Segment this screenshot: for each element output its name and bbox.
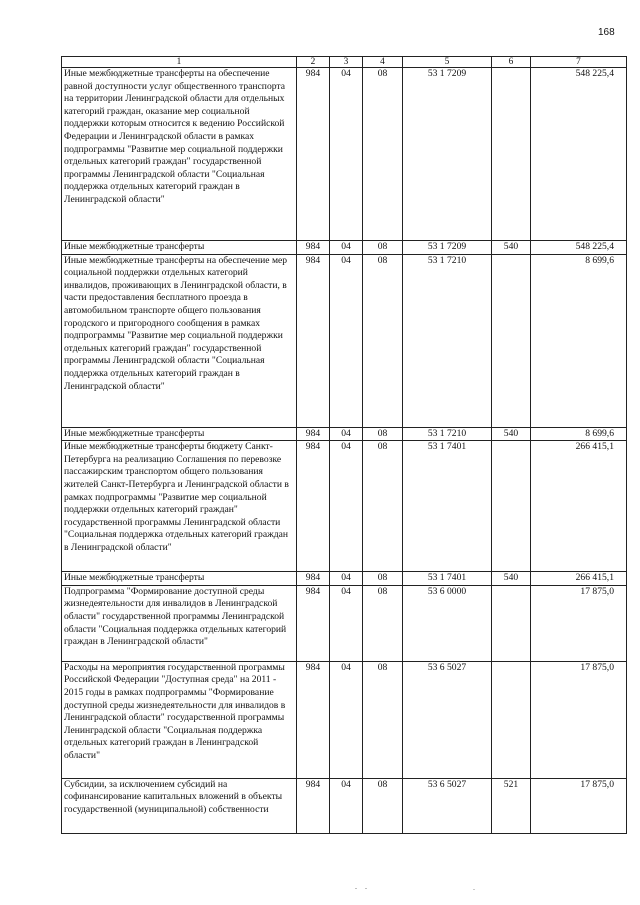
column-header: 1 bbox=[62, 57, 297, 68]
target-article-code: 53 6 5027 bbox=[403, 778, 492, 833]
section-code: 04 bbox=[330, 254, 363, 427]
expense-name: Иные межбюджетные трансферты bbox=[62, 241, 297, 255]
amount: 17 875,0 bbox=[531, 778, 627, 833]
subsection-code: 08 bbox=[363, 441, 403, 572]
subsection-code: 08 bbox=[363, 572, 403, 586]
amount: 17 875,0 bbox=[531, 585, 627, 661]
amount: 548 225,4 bbox=[531, 68, 627, 241]
amount: 266 415,1 bbox=[531, 572, 627, 586]
expense-name: Иные межбюджетные трансферты на обеспечение мер социальной поддержки отдельных категорий инвалидов, проживающих в Ленинградской области, в части предоставления бесплатного проезда в автомобильном транспорте общего пользования городского и пригородного сообщения в рамках подпрограммы "Развитие мер социальной поддержки отдельных категорий граждан" государственной программы Ленинградской области "Социальная поддержка отдельных категорий граждан в Ленинградской области" bbox=[62, 254, 297, 427]
amount: 8 699,6 bbox=[531, 254, 627, 427]
budget-table bbox=[61, 56, 627, 834]
page-number: 168 bbox=[598, 27, 615, 38]
target-article-code: 53 6 0000 bbox=[403, 585, 492, 661]
expense-name: Иные межбюджетные трансферты bbox=[62, 427, 297, 441]
subsection-code: 08 bbox=[363, 254, 403, 427]
column-header: 4 bbox=[363, 57, 403, 68]
expense-type-code bbox=[492, 254, 531, 427]
table-header-row bbox=[62, 57, 627, 68]
target-article-code: 53 1 7401 bbox=[403, 441, 492, 572]
ministry-code: 984 bbox=[297, 441, 330, 572]
expense-type-code: 521 bbox=[492, 778, 531, 833]
table-row bbox=[62, 778, 627, 833]
expense-name: Иные межбюджетные трансферты bbox=[62, 572, 297, 586]
ministry-code: 984 bbox=[297, 254, 330, 427]
section-code: 04 bbox=[330, 585, 363, 661]
subsection-code: 08 bbox=[363, 661, 403, 778]
table-row bbox=[62, 661, 627, 778]
expense-type-code bbox=[492, 585, 531, 661]
target-article-code: 53 1 7209 bbox=[403, 68, 492, 241]
ministry-code: 984 bbox=[297, 661, 330, 778]
expense-name: Расходы на мероприятия государственной программы Российской Федерации "Доступная среда" на 2011 - 2015 годы в рамках подпрограммы "Формирование доступной среды жизнедеятельности для инвалидов в Ленинградской области" государственной программы Ленинградской области "Социальная поддержка отдельных категорий граждан в Ленинградской области" bbox=[62, 661, 297, 778]
expense-name: Субсидии, за исключением субсидий на софинансирование капитальных вложений в объекты государственной (муниципальной) собственности bbox=[62, 778, 297, 833]
table-row bbox=[62, 427, 627, 441]
scan-speck: . bbox=[473, 883, 475, 892]
column-header: 2 bbox=[297, 57, 330, 68]
expense-type-code bbox=[492, 661, 531, 778]
table-row bbox=[62, 441, 627, 572]
expense-type-code: 540 bbox=[492, 427, 531, 441]
target-article-code: 53 1 7209 bbox=[403, 241, 492, 255]
section-code: 04 bbox=[330, 441, 363, 572]
expense-type-code: 540 bbox=[492, 572, 531, 586]
subsection-code: 08 bbox=[363, 585, 403, 661]
amount: 8 699,6 bbox=[531, 427, 627, 441]
section-code: 04 bbox=[330, 778, 363, 833]
subsection-code: 08 bbox=[363, 427, 403, 441]
target-article-code: 53 6 5027 bbox=[403, 661, 492, 778]
target-article-code: 53 1 7401 bbox=[403, 572, 492, 586]
subsection-code: 08 bbox=[363, 68, 403, 241]
section-code: 04 bbox=[330, 241, 363, 255]
expense-type-code bbox=[492, 68, 531, 241]
expense-name: Иные межбюджетные трансферты бюджету Санкт-Петербурга на реализацию Соглашения по перевозке пассажирским транспортом общего пользования жителей Санкт-Петербурга и Ленинградской области в рамках подпрограммы "Развитие мер социальной поддержки отдельных категорий граждан" государственной программы Ленинградской области "Социальная поддержка отдельных категорий граждан в Ленинградской области" bbox=[62, 441, 297, 572]
target-article-code: 53 1 7210 bbox=[403, 427, 492, 441]
column-header: 3 bbox=[330, 57, 363, 68]
scan-speck: .. bbox=[355, 882, 375, 891]
section-code: 04 bbox=[330, 661, 363, 778]
amount: 17 875,0 bbox=[531, 661, 627, 778]
table-row bbox=[62, 572, 627, 586]
expense-name: Иные межбюджетные трансферты на обеспечение равной доступности услуг общественного транспорта на территории Ленинградской области для отдельных категорий граждан, оказание мер социальной поддержки которым относится к ведению Российской Федерации и Ленинградской области в рамках подпрограммы "Развитие мер социальной поддержки отдельных категорий граждан" государственной программы Ленинградской области "Социальная поддержка отдельных категорий граждан в Ленинградской области" bbox=[62, 68, 297, 241]
table-row bbox=[62, 68, 627, 241]
ministry-code: 984 bbox=[297, 427, 330, 441]
column-header: 7 bbox=[531, 57, 627, 68]
amount: 266 415,1 bbox=[531, 441, 627, 572]
ministry-code: 984 bbox=[297, 585, 330, 661]
ministry-code: 984 bbox=[297, 241, 330, 255]
column-header: 6 bbox=[492, 57, 531, 68]
expense-name: Подпрограмма "Формирование доступной среды жизнедеятельности для инвалидов в Ленинградской области" государственной программы Ленинградской области "Социальная поддержка отдельных категорий граждан в Ленинградской области" bbox=[62, 585, 297, 661]
ministry-code: 984 bbox=[297, 572, 330, 586]
subsection-code: 08 bbox=[363, 778, 403, 833]
amount: 548 225,4 bbox=[531, 241, 627, 255]
section-code: 04 bbox=[330, 427, 363, 441]
section-code: 04 bbox=[330, 572, 363, 586]
expense-type-code: 540 bbox=[492, 241, 531, 255]
column-header: 5 bbox=[403, 57, 492, 68]
target-article-code: 53 1 7210 bbox=[403, 254, 492, 427]
ministry-code: 984 bbox=[297, 778, 330, 833]
ministry-code: 984 bbox=[297, 68, 330, 241]
table-row bbox=[62, 585, 627, 661]
table-row bbox=[62, 241, 627, 255]
section-code: 04 bbox=[330, 68, 363, 241]
table-row bbox=[62, 254, 627, 427]
expense-type-code bbox=[492, 441, 531, 572]
subsection-code: 08 bbox=[363, 241, 403, 255]
